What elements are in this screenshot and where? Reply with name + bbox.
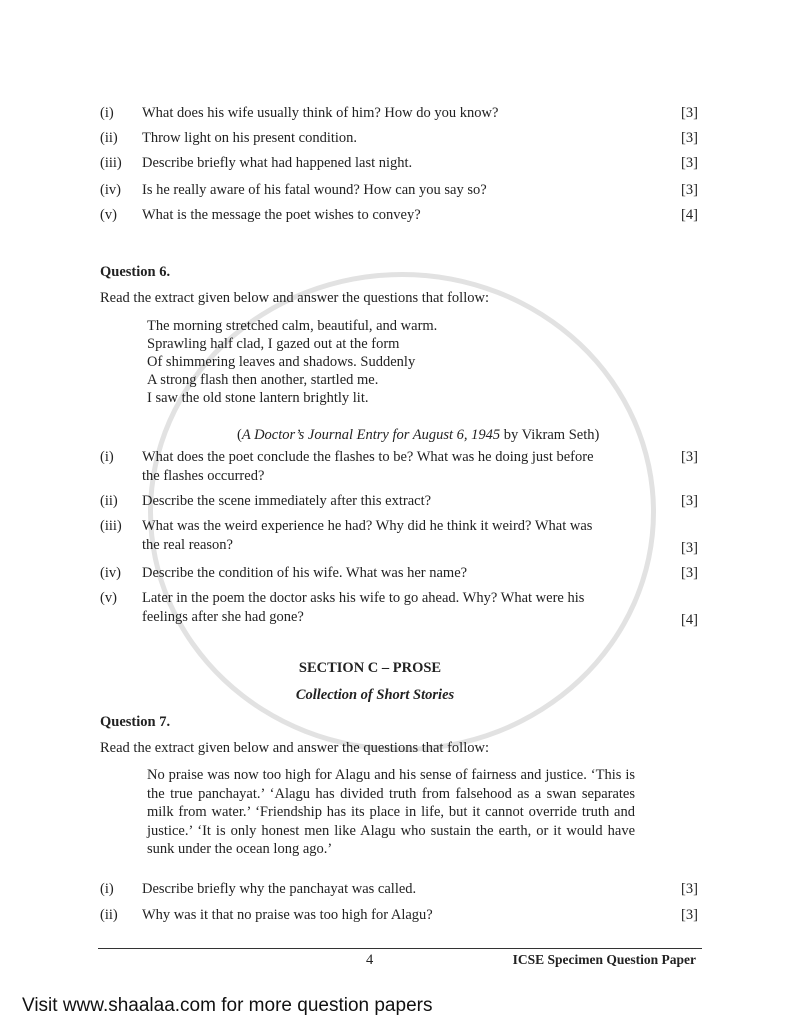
- poem-line: I saw the old stone lantern brightly lit.: [147, 390, 369, 406]
- poem-line: Of shimmering leaves and shadows. Suddenly: [147, 354, 416, 370]
- question-7-heading: Question 7.: [100, 714, 171, 730]
- citation: [237, 426, 599, 444]
- question-text: What does his wife usually think of him? How do you know?: [142, 105, 499, 121]
- question-text: Describe the scene immediately after this extract?: [142, 493, 432, 509]
- question-7-instruction: Read the extract given below and answer the questions that follow:: [100, 740, 489, 756]
- item-number: (ii): [100, 907, 118, 923]
- marks: [3]: [681, 182, 698, 198]
- citation-title: A Doctor’s Journal Entry for August 6, 1945: [241, 427, 501, 443]
- poem-line: Sprawling half clad, I gazed out at the form: [147, 336, 400, 352]
- question-6-heading: Question 6.: [100, 264, 171, 280]
- question-text: Why was it that no praise was too high for Alagu?: [142, 907, 433, 923]
- page-number: 4: [366, 952, 374, 968]
- marks: [3]: [681, 565, 698, 581]
- question-6-instruction: Read the extract given below and answer the questions that follow:: [100, 290, 489, 306]
- item-number: (iii): [100, 518, 122, 534]
- question-text: Later in the poem the doctor asks his wife to go ahead. Why? What were his: [142, 590, 585, 606]
- marks: [4]: [681, 612, 698, 628]
- question-text: What was the weird experience he had? Why did he think it weird? What was: [142, 518, 593, 534]
- footer-divider: [98, 948, 702, 949]
- question-text: feelings after she had gone?: [142, 609, 304, 625]
- footer-title: ICSE Specimen Question Paper: [512, 952, 696, 967]
- item-number: (ii): [100, 130, 118, 146]
- item-number: (iv): [100, 565, 121, 581]
- question-text: the flashes occurred?: [142, 468, 265, 484]
- promo-banner-link[interactable]: Visit www.shaalaa.com for more question papers: [22, 995, 433, 1016]
- question-text: What does the poet conclude the flashes to be? What was he doing just before: [142, 449, 594, 465]
- marks: [3]: [681, 105, 698, 121]
- item-number: (v): [100, 207, 117, 223]
- item-number: (iv): [100, 182, 121, 198]
- section-subtitle: Collection of Short Stories: [295, 687, 455, 703]
- marks: [3]: [681, 493, 698, 509]
- citation-open: (: [237, 427, 242, 443]
- question-text: What is the message the poet wishes to convey?: [142, 207, 421, 223]
- item-number: (i): [100, 881, 114, 897]
- item-number: (v): [100, 590, 117, 606]
- question-text: Describe the condition of his wife. What was her name?: [142, 565, 468, 581]
- question-text: Describe briefly what had happened last night.: [142, 155, 413, 171]
- question-text: Throw light on his present condition.: [142, 130, 358, 146]
- marks: [3]: [681, 907, 698, 923]
- item-number: (iii): [100, 155, 122, 171]
- marks: [3]: [681, 130, 698, 146]
- item-number: (i): [100, 105, 114, 121]
- marks: [3]: [681, 881, 698, 897]
- passage-text: No praise was now too high for Alagu and his sense of fairness and justice. ‘This is the true panchayat.’ ‘Alagu has divided truth from falsehood as a swan separates milk from water.’ ‘Friendship has its place in life, but it cannot override truth and justice.’ ‘It is only honest men like Alagu who sustain the earth, or it would have sunk under the ocean long ago.’: [147, 767, 635, 857]
- prose-passage: [147, 766, 635, 859]
- marks: [3]: [681, 540, 698, 556]
- citation-author: by Vikram Seth): [500, 427, 600, 443]
- question-text: the real reason?: [142, 537, 233, 553]
- poem-line: A strong flash then another, startled me.: [147, 372, 379, 388]
- marks: [3]: [681, 155, 698, 171]
- marks: [4]: [681, 207, 698, 223]
- question-text: Describe briefly why the panchayat was called.: [142, 881, 417, 897]
- item-number: (i): [100, 449, 114, 465]
- section-title: SECTION C – PROSE: [298, 660, 442, 676]
- item-number: (ii): [100, 493, 118, 509]
- marks: [3]: [681, 449, 698, 465]
- question-text: Is he really aware of his fatal wound? How can you say so?: [142, 182, 487, 198]
- poem-line: The morning stretched calm, beautiful, and warm.: [147, 318, 438, 334]
